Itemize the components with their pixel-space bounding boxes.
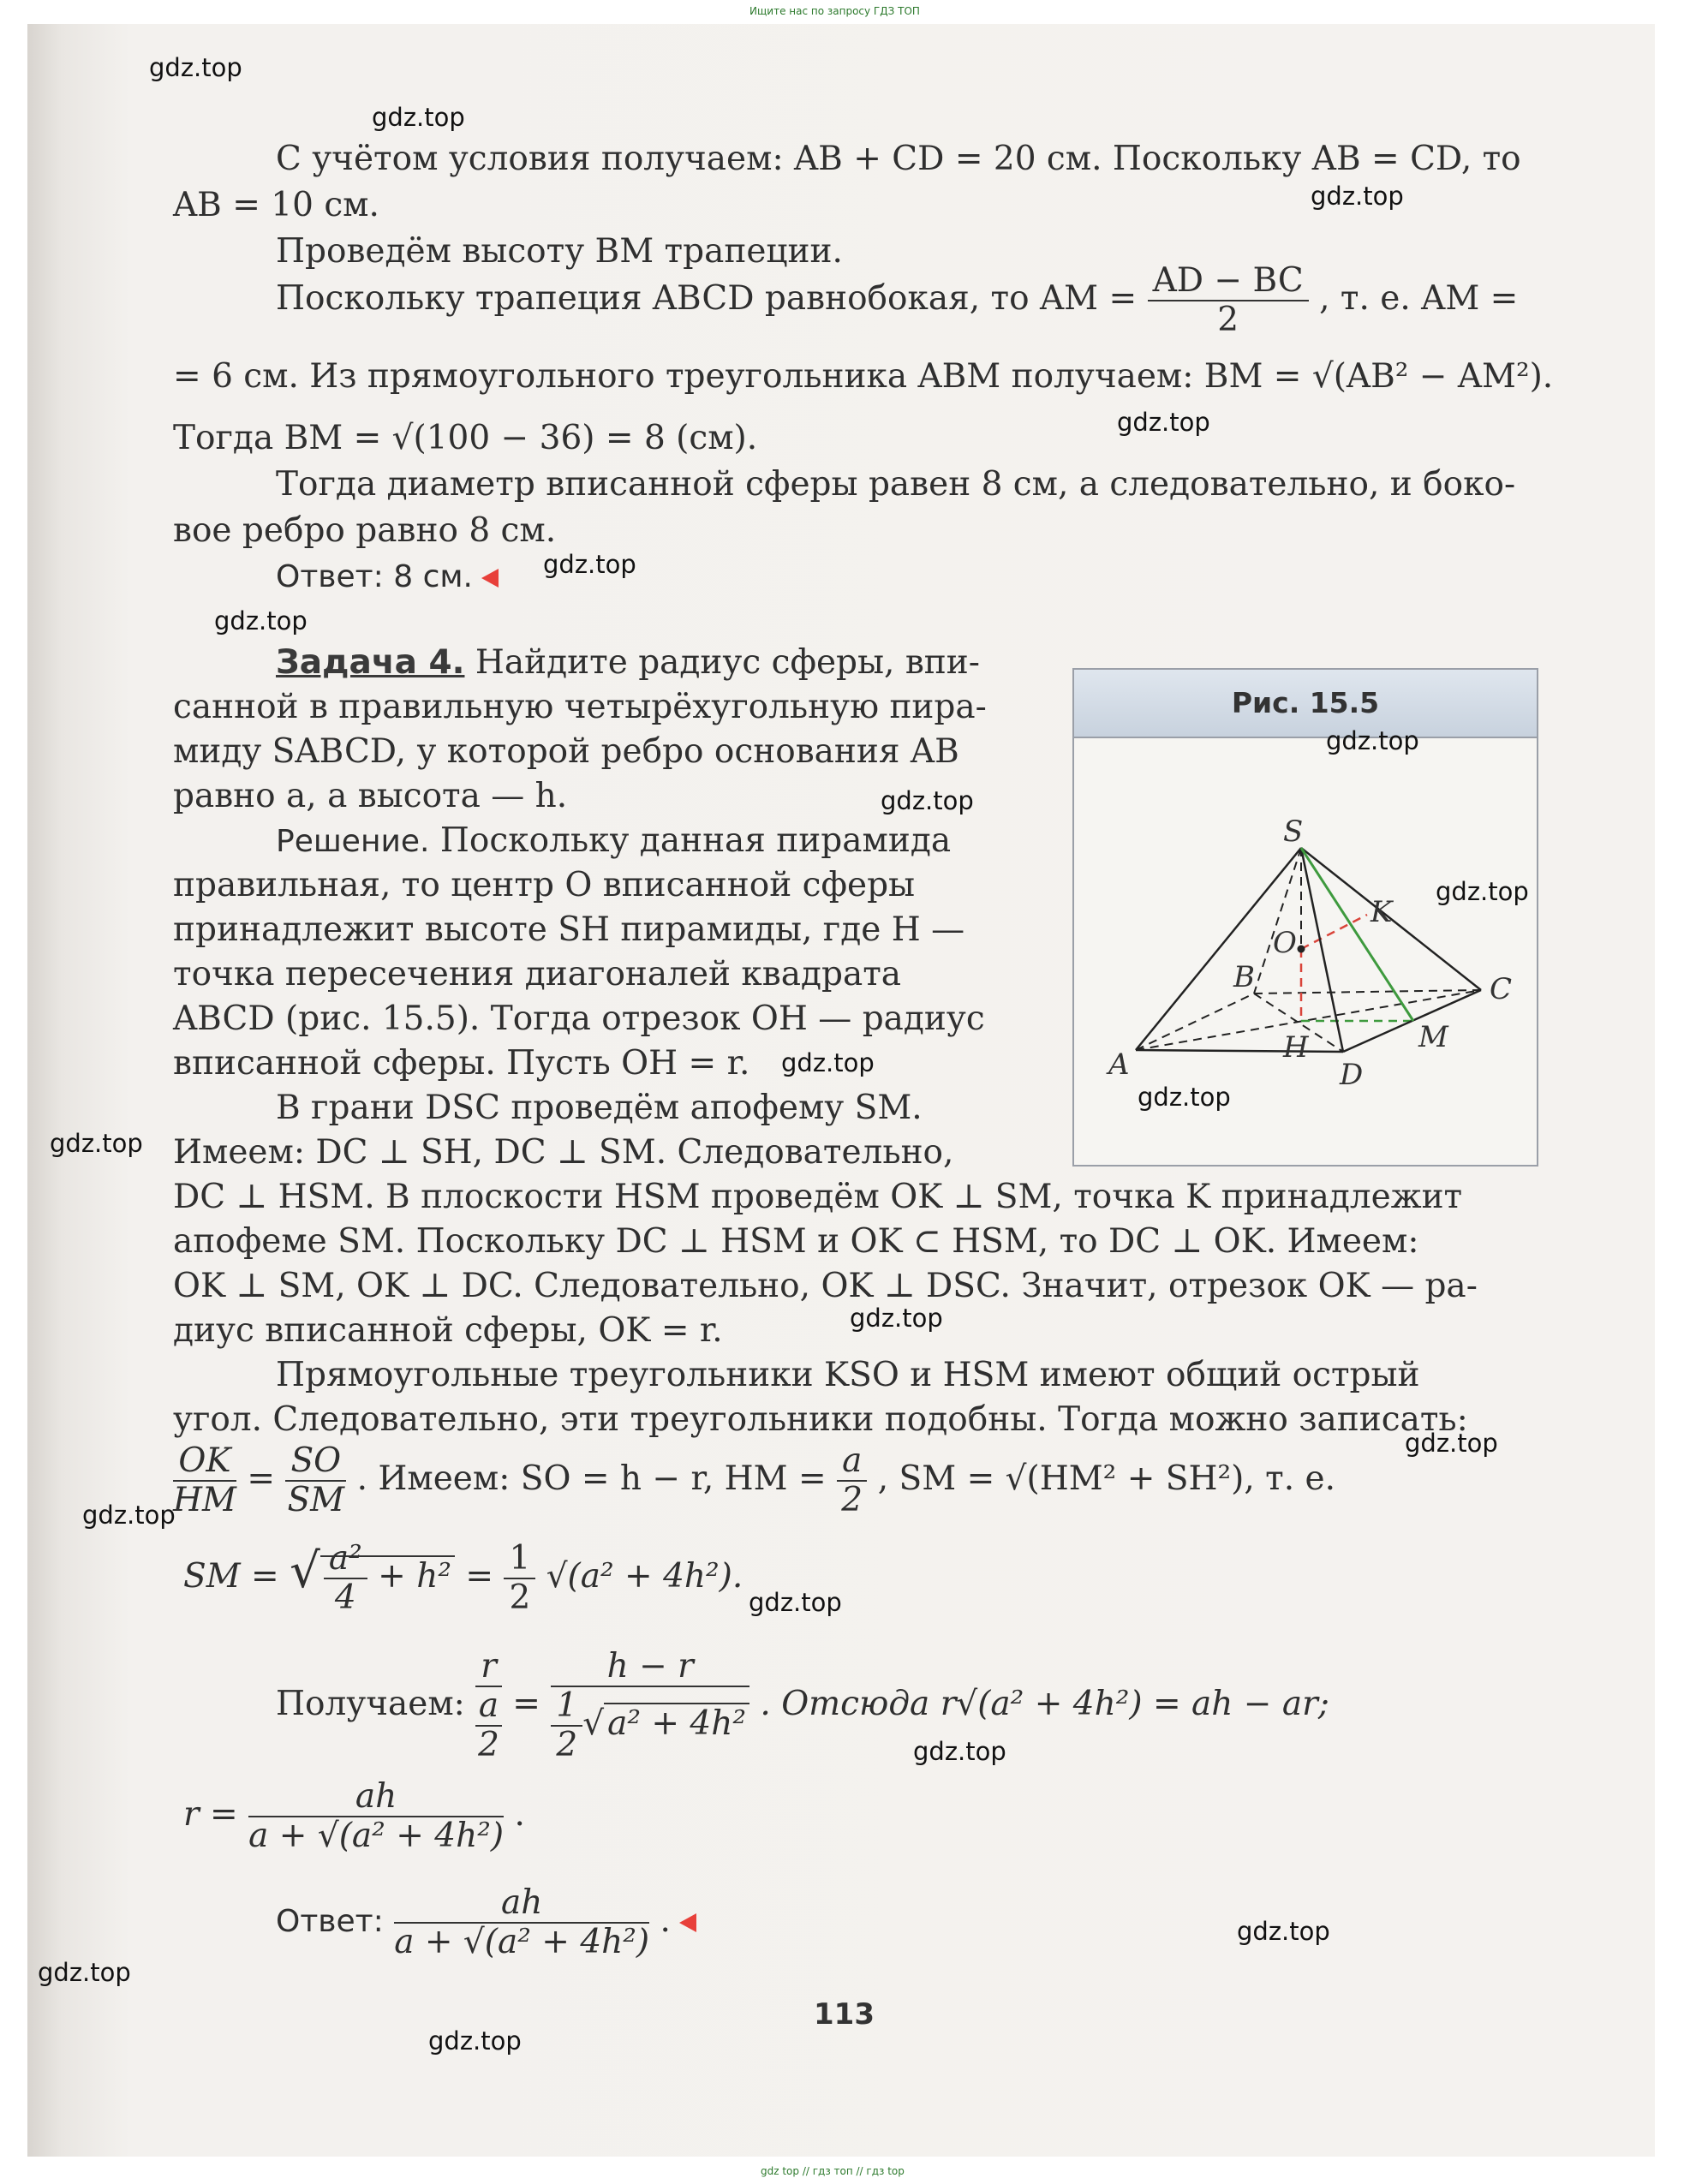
answer-1-text: Ответ: 8 см. [276,559,473,594]
frac-a2-2: 2 [478,1726,499,1764]
frac-half-inner [551,1687,582,1764]
watermark: gdz.top [50,1129,143,1158]
formula-3-rest: . Отсюда r√(a² + 4h²) = ah − ar; [760,1685,1329,1723]
answer-2-label: Ответ: [276,1904,384,1939]
formula-2-half [504,1540,535,1617]
frac-2: 2 [841,1481,863,1519]
line-6: Тогда BM = √(100 − 36) = 8 (см). [173,419,758,457]
frac-a-sq: a² [324,1540,367,1579]
top-note: Ищите нас по запросу ГДЗ ТОП [749,5,920,17]
frac-sm: SM [287,1481,345,1519]
am-fraction-num: AD − BC [1148,262,1309,301]
task4-line-4: равно a, а высота — h. [173,777,568,815]
frac-a: a [837,1442,867,1482]
formula-2-rest: √(a² + 4h²). [546,1557,743,1596]
label-d: D [1340,1058,1364,1092]
solution-line-3: принадлежит высоте SH пирамиды, где H — [173,910,965,949]
solution-line-12: диус вписанной сферы, OK = r. [173,1311,723,1350]
half-inner-1: 1 [551,1687,582,1727]
watermark: gdz.top [850,1304,943,1333]
formula-3-right-frac [551,1648,749,1764]
line-5: = 6 см. Из прямоугольного треугольника ABM получаем: BM = √(AB² − AM²). [173,357,1554,396]
formula-4 [183,1778,525,1855]
label-a: A [1108,1047,1130,1082]
answer-2 [276,1884,696,1961]
frac-ah: ah [248,1778,504,1817]
solution-line-9: DC ⊥ HSM. В плоскости HSM проведём OK ⊥ SM, точка K принадлежит [173,1178,1463,1216]
formula-3-left: Получаем: [276,1685,465,1723]
watermark: gdz.top [1117,408,1210,437]
formula-2 [183,1540,743,1617]
task4-line-1 [276,641,980,685]
solution-line-10: апофеме SM. Поскольку DC ⊥ HSM и OK ⊂ HSM, то DC ⊥ OK. Имеем: [173,1222,1419,1261]
watermark: gdz.top [428,2026,522,2056]
formula-1-frac-ok-hm [173,1442,236,1519]
sqrt-icon-2: √ [582,1704,605,1743]
solution-line-7: В грани DSC проведём апофему SM. [276,1089,923,1127]
solution-line-14: угол. Следовательно, эти треугольники подобны. Тогда можно записать: [173,1400,1468,1439]
task4-line-3: миду SABCD, у которой ребро основания AB [173,732,959,771]
frac-h-minus-r: h − r [551,1648,749,1687]
watermark: gdz.top [749,1588,842,1617]
label-m: M [1418,1020,1448,1054]
watermark: gdz.top [781,1048,875,1077]
answer-1 [276,555,499,600]
watermark: gdz.top [1311,182,1404,211]
formula-3-left-frac [475,1648,502,1764]
line-3: Проведём высоту BM трапеции. [276,232,843,271]
line-8: вое ребро равно 8 см. [173,511,557,550]
watermark: gdz.top [1405,1429,1498,1458]
frac-a-plus-sqrt: a + √(a² + 4h²) [248,1817,505,1855]
label-c: C [1490,972,1513,1006]
watermark: gdz.top [149,53,242,82]
watermark: gdz.top [1326,726,1419,755]
label-o: O [1273,926,1297,960]
frac-ok: OK [173,1442,236,1482]
solution-line-1 [276,819,951,864]
label-b: B [1233,960,1255,994]
solution-line-13: Прямоугольные треугольники KSO и HSM имеют общий острый [276,1356,1420,1394]
formula-1-frac-so-sm [285,1442,346,1519]
task4-line-2: санной в правильную четырёхугольную пира- [173,688,987,726]
line-2: AB = 10 см. [173,186,379,224]
frac-a-over-2 [475,1687,502,1764]
half-num: 1 [504,1540,535,1579]
line-1: С учётом условия получаем: AB + CD = 20 см. Поскольку AB = CD, то [276,140,1521,178]
watermark: gdz.top [881,786,974,815]
label-s: S [1283,815,1304,849]
half-inner-2: 2 [556,1726,578,1764]
solution-line-6: вписанной сферы. Пусть OH = r. [173,1044,750,1083]
watermark: gdz.top [82,1501,176,1530]
footer-note: gdz top // гдз топ // гдз top [761,2165,905,2177]
solution-line-5: ABCD (рис. 15.5). Тогда отрезок OH — радиус [173,1000,985,1038]
label-k: K [1370,895,1393,929]
half-den: 2 [509,1578,531,1617]
watermark: gdz.top [214,606,308,636]
frac-hm: HM [173,1481,236,1519]
segment-ok [1301,915,1367,949]
formula-1-eq: = [247,1459,276,1498]
formula-1 [173,1442,1335,1519]
watermark: gdz.top [38,1958,131,1987]
watermark: gdz.top [1436,877,1529,906]
formula-2-plus: + h² [378,1557,451,1596]
page-number: 113 [814,1997,875,2032]
formula-1-rest: . Имеем: SO = h − r, HM = [356,1459,827,1498]
edge-sb [1254,848,1301,994]
formula-2-sqrt [320,1539,455,1617]
frac-r: r [475,1648,502,1687]
figure-title: Рис. 15.5 [1074,670,1537,738]
formula-3-eq: = [512,1685,540,1723]
am-fraction-den: 2 [1217,301,1239,339]
solution-line-8: Имеем: DC ⊥ SH, DC ⊥ SM. Следовательно, [173,1133,954,1172]
line-4-tail: , т. е. AM = [1319,279,1519,318]
edge-ab [1136,994,1254,1050]
formula-3 [276,1648,1329,1764]
label-h: H [1283,1030,1309,1065]
line-7: Тогда диаметр вписанной сферы равен 8 см, а следовательно, и боко- [276,465,1516,504]
frac-a2-a: a [475,1687,502,1727]
edge-ad [1136,1050,1343,1052]
solution-line-11: OK ⊥ SM, OK ⊥ DC. Следовательно, OK ⊥ DSC. Значит, отрезок OK — ра- [173,1267,1478,1305]
solution-line-2: правильная, то центр O вписанной сферы [173,866,916,904]
frac-4: 4 [334,1578,356,1617]
watermark: gdz.top [372,103,465,132]
formula-2-left: SM = [183,1557,279,1596]
line-4-text: Поскольку трапеция ABCD равнобокая, то AM = [276,279,1138,318]
frac-half-sqrt [551,1687,749,1764]
solution-label: Решение. [276,824,430,859]
frac-so: SO [285,1442,346,1482]
solution-line-4: точка пересечения диагоналей квадрата [173,955,902,994]
formula-1-frac-a2 [837,1442,867,1519]
edge-bc [1254,990,1481,994]
watermark: gdz.top [913,1737,1006,1766]
formula-4-frac [248,1778,504,1855]
formula-4-left: r = [183,1795,238,1834]
task4-heading: Задача 4. [276,643,465,682]
watermark: gdz.top [1237,1917,1330,1946]
answer-2-end: . [660,1901,671,1940]
task4-text-1: Найдите радиус сферы, впи- [475,643,980,682]
formula-2-frac [324,1540,367,1617]
watermark: gdz.top [543,550,636,579]
line-4 [276,262,1518,339]
solution-text-1: Поскольку данная пирамида [439,821,952,860]
formula-2-eq: = [465,1557,494,1596]
answer-2-frac [394,1884,649,1961]
sqrt-a2-4h2: a² + 4h² [604,1703,749,1743]
sqrt-sign-icon: √ [290,1543,320,1599]
end-marker-icon-2 [679,1913,696,1932]
formula-1-rest2: , SM = √(HM² + SH²), т. е. [877,1459,1336,1498]
watermark: gdz.top [1138,1083,1231,1112]
book-page [27,24,1655,2157]
point-o [1298,946,1305,953]
end-marker-icon [481,569,499,588]
answer-frac-num: ah [394,1884,649,1924]
formula-4-end: . [514,1795,525,1834]
answer-frac-den: a + √(a² + 4h²) [394,1923,650,1961]
am-fraction [1148,262,1309,339]
